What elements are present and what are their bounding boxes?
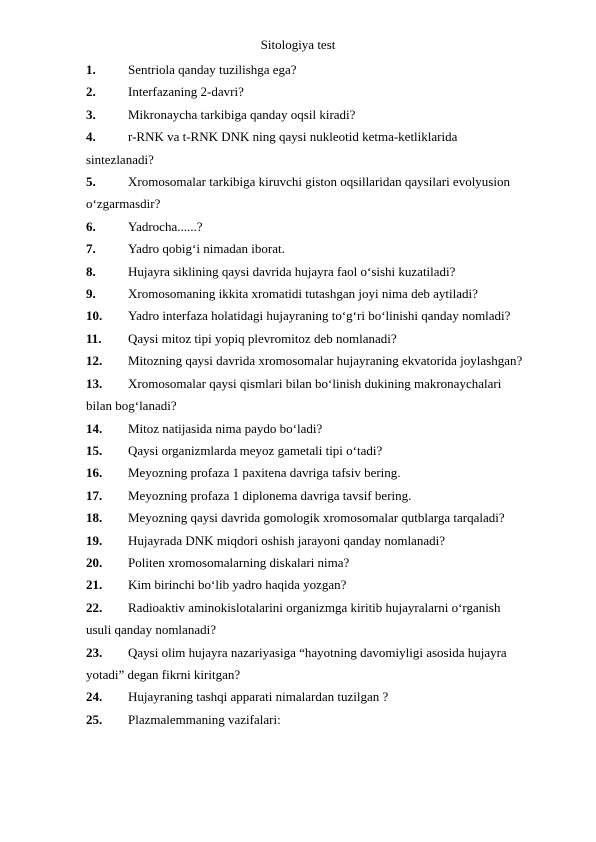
question-number: 7. [86, 241, 96, 257]
question-line [86, 59, 566, 81]
question-line [86, 552, 566, 574]
question-text: Yadro interfaza holatidagi hujayraning to‘g‘ri bo‘linishi qanday nomladi? [128, 308, 511, 324]
question-number: 17. [86, 487, 103, 503]
document-title: Sitologiya test [260, 37, 336, 52]
question-text: Xromosomaning ikkita xromatidi tutashgan joyi nima deb aytiladi? [128, 286, 478, 302]
question-text: Interfazaning 2-davri? [128, 84, 244, 100]
question-item [86, 440, 566, 462]
question-text: Hujayraning tashqi apparati nimalardan tuzilgan ? [128, 689, 389, 705]
question-item [86, 104, 566, 126]
question-line [86, 171, 566, 193]
question-line [86, 418, 566, 440]
question-item [86, 462, 566, 484]
question-line [86, 485, 566, 507]
question-text: Qaysi organizmlarda meyoz gametali tipi o‘tadi? [128, 442, 383, 458]
question-number: 9. [86, 286, 96, 302]
question-text: Xromosomalar tarkibiga kiruvchi giston oqsillaridan qaysilari evolyusion [128, 174, 510, 190]
question-text: Yadrocha......? [128, 218, 203, 234]
question-item [86, 686, 566, 708]
question-item [86, 305, 566, 327]
question-item [86, 530, 566, 552]
question-item [86, 350, 566, 372]
question-item [86, 171, 566, 216]
question-item [86, 574, 566, 596]
question-number: 10. [86, 308, 103, 324]
question-item [86, 59, 566, 81]
question-item [86, 597, 566, 642]
question-text-continuation: yotadi” degan fikrni kiritgan? [86, 666, 241, 682]
question-text: Hujayra siklining qaysi davrida hujayra faol o‘sishi kuzatiladi? [128, 263, 456, 279]
question-number: 12. [86, 353, 103, 369]
question-item [86, 126, 566, 171]
question-item [86, 283, 566, 305]
question-item [86, 485, 566, 507]
question-text-continuation: usuli qanday nomlanadi? [86, 622, 216, 638]
question-text: Mikronaycha tarkibiga qanday oqsil kiradi? [128, 106, 356, 122]
question-item [86, 216, 566, 238]
question-list [86, 59, 566, 731]
question-item [86, 328, 566, 350]
question-line [86, 373, 566, 395]
question-text-continuation: sintezlanadi? [86, 151, 154, 167]
question-number: 8. [86, 263, 96, 279]
question-number: 2. [86, 84, 96, 100]
question-line [86, 440, 566, 462]
question-line [86, 261, 566, 283]
question-number: 21. [86, 577, 103, 593]
question-item [86, 709, 566, 731]
question-number: 6. [86, 218, 96, 234]
question-item [86, 373, 566, 418]
question-line [86, 574, 566, 596]
question-number: 24. [86, 689, 103, 705]
question-line [86, 104, 566, 126]
question-text: r-RNK va t-RNK DNK ning qaysi nukleotid ketma-ketliklarida [128, 129, 458, 145]
question-text: Meyozning profaza 1 diplonema davriga tavsif bering. [128, 487, 412, 503]
question-number: 14. [86, 420, 103, 436]
question-number: 25. [86, 711, 103, 727]
question-line [86, 216, 566, 238]
question-line [86, 462, 566, 484]
question-line [86, 507, 566, 529]
question-text: Politen xromosomalarning diskalari nima? [128, 554, 350, 570]
question-line [86, 686, 566, 708]
question-text: Plazmalemmaning vazifalari: [128, 711, 281, 727]
question-line [86, 328, 566, 350]
question-line [86, 81, 566, 103]
question-text: Yadro qobig‘i nimadan iborat. [128, 241, 285, 257]
question-line [86, 305, 566, 327]
question-number: 15. [86, 442, 103, 458]
question-text: Radioaktiv aminokislotalarini organizmga kiritib hujayralarni o‘rganish [128, 599, 501, 615]
question-line [86, 126, 566, 148]
question-item [86, 238, 566, 260]
question-item [86, 642, 566, 687]
question-text: Qaysi olim hujayra nazariyasiga “hayotning davomiyligi asosida hujayra [128, 644, 507, 660]
question-text: Meyozning profaza 1 paxitena davriga tafsiv bering. [128, 465, 401, 481]
question-item [86, 261, 566, 283]
question-number: 11. [86, 330, 102, 346]
question-number: 1. [86, 62, 96, 77]
question-item [86, 418, 566, 440]
question-line [86, 238, 566, 260]
question-item [86, 81, 566, 103]
question-text: Sentriola qanday tuzilishga ega? [128, 62, 297, 77]
question-text: Qaysi mitoz tipi yopiq plevromitoz deb nomlanadi? [128, 330, 397, 346]
question-line [86, 597, 566, 619]
question-line [86, 709, 566, 731]
question-text: Meyozning qaysi davrida gomologik xromosomalar qutblarga tarqaladi? [128, 510, 505, 526]
question-number: 13. [86, 375, 103, 391]
question-number: 19. [86, 532, 103, 548]
question-text: Hujayrada DNK miqdori oshish jarayoni qanday nomlanadi? [128, 532, 445, 548]
question-line [86, 530, 566, 552]
question-number: 4. [86, 129, 96, 145]
question-item [86, 552, 566, 574]
question-number: 18. [86, 510, 103, 526]
question-line [86, 642, 566, 664]
question-text: Mitoz natijasida nima paydo bo‘ladi? [128, 420, 323, 436]
question-number: 5. [86, 174, 96, 190]
question-line [86, 350, 566, 372]
question-text: Kim birinchi bo‘lib yadro haqida yozgan? [128, 577, 347, 593]
question-number: 3. [86, 106, 96, 122]
question-number: 16. [86, 465, 103, 481]
question-line [86, 283, 566, 305]
question-text-continuation: o‘zgarmasdir? [86, 196, 161, 212]
question-text-continuation: bilan bog‘lanadi? [86, 398, 177, 414]
question-item [86, 507, 566, 529]
question-number: 23. [86, 644, 103, 660]
question-text: Mitozning qaysi davrida xromosomalar hujayraning ekvatorida joylashgan? [128, 353, 523, 369]
question-text: Xromosomalar qaysi qismlari bilan bo‘linish dukining makronaychalari [128, 375, 502, 391]
question-number: 20. [86, 554, 103, 570]
question-number: 22. [86, 599, 103, 615]
